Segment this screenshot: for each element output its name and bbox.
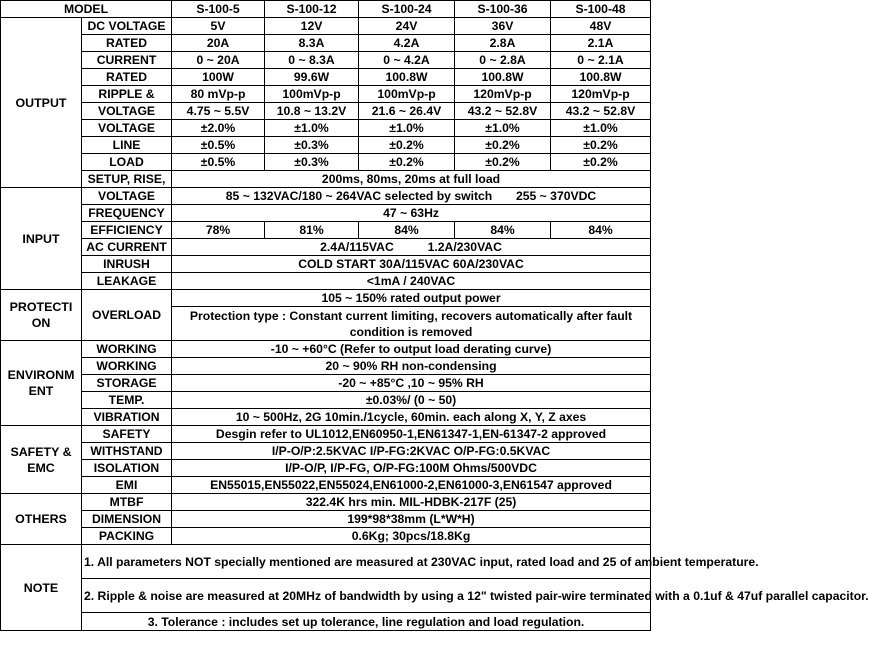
table-row bbox=[1, 426, 651, 443]
group-others: OTHERS bbox=[1, 494, 82, 545]
cell-value: 84% bbox=[359, 222, 455, 239]
table-row bbox=[1, 69, 651, 86]
header-model-name: S-100-5 bbox=[172, 1, 265, 18]
row-label: ISOLATION bbox=[82, 460, 172, 477]
group-protection: PROTECTI ON bbox=[1, 290, 82, 341]
note-item: 1. All parameters NOT specially mentioned are measured at 230VAC input, rated load and 25 of ambient temperature. bbox=[82, 545, 651, 579]
group-environment: ENVIRONM ENT bbox=[1, 341, 82, 426]
row-label: VOLTAGE bbox=[82, 120, 172, 137]
cell-value: 199*98*38mm (L*W*H) bbox=[172, 511, 651, 528]
cell-value: COLD START 30A/115VAC 60A/230VAC bbox=[172, 256, 651, 273]
cell-value: EN55015,EN55022,EN55024,EN61000-2,EN61000-3,EN61547 approved bbox=[172, 477, 651, 494]
cell-value: 24V bbox=[359, 18, 455, 35]
table-row bbox=[1, 494, 651, 511]
table-row bbox=[1, 528, 651, 545]
row-label: TEMP. bbox=[82, 392, 172, 409]
cell-value: ±1.0% bbox=[265, 120, 359, 137]
row-label: SAFETY bbox=[82, 426, 172, 443]
cell-value: ±0.2% bbox=[359, 154, 455, 171]
note-item: 2. Ripple & noise are measured at 20MHz of bandwidth by using a 12" twisted pair-wire terminated with a 0.1uf & 47uf parallel capacitor. bbox=[82, 579, 651, 613]
cell-value: 43.2 ~ 52.8V bbox=[455, 103, 551, 120]
cell-value: I/P-O/P, I/P-FG, O/P-FG:100M Ohms/500VDC bbox=[172, 460, 651, 477]
cell-value: ±0.3% bbox=[265, 154, 359, 171]
row-label: LEAKAGE bbox=[82, 273, 172, 290]
cell-value: ±0.2% bbox=[455, 137, 551, 154]
cell-value: I/P-O/P:2.5KVAC I/P-FG:2KVAC O/P-FG:0.5KVAC bbox=[172, 443, 651, 460]
cell-value: 322.4K hrs min. MIL-HDBK-217F (25) bbox=[172, 494, 651, 511]
cell-value: Protection type : Constant current limiting, recovers automatically after fault condition is removed bbox=[172, 307, 651, 341]
cell-value: 2.8A bbox=[455, 35, 551, 52]
cell-value: ±0.5% bbox=[172, 154, 265, 171]
cell-value: 100.8W bbox=[551, 69, 651, 86]
cell-value: 20A bbox=[172, 35, 265, 52]
table-row bbox=[1, 477, 651, 494]
cell-value: -10 ~ +60°C (Refer to output load derating curve) bbox=[172, 341, 651, 358]
cell-value: ±0.2% bbox=[551, 154, 651, 171]
row-label: LINE bbox=[82, 137, 172, 154]
row-label: CURRENT bbox=[82, 52, 172, 69]
row-label: VIBRATION bbox=[82, 409, 172, 426]
cell-value: 78% bbox=[172, 222, 265, 239]
cell-value: 4.75 ~ 5.5V bbox=[172, 103, 265, 120]
cell-value: 100mVp-p bbox=[265, 86, 359, 103]
header-model-name: S-100-12 bbox=[265, 1, 359, 18]
cell-value: ±0.2% bbox=[455, 154, 551, 171]
group-input: INPUT bbox=[1, 188, 82, 290]
row-label: WORKING bbox=[82, 358, 172, 375]
row-label: EMI bbox=[82, 477, 172, 494]
row-label: RIPPLE & bbox=[82, 86, 172, 103]
row-label: INRUSH bbox=[82, 256, 172, 273]
cell-value: Desgin refer to UL1012,EN60950-1,EN61347-1,EN-61347-2 approved bbox=[172, 426, 651, 443]
cell-value: ±1.0% bbox=[551, 120, 651, 137]
table-row bbox=[1, 154, 651, 171]
group-safety-emc: SAFETY & EMC bbox=[1, 426, 82, 494]
table-row bbox=[1, 443, 651, 460]
row-label: STORAGE bbox=[82, 375, 172, 392]
cell-value: 80 mVp-p bbox=[172, 86, 265, 103]
group-note: NOTE bbox=[1, 545, 82, 631]
cell-value: 2.1A bbox=[551, 35, 651, 52]
row-label: RATED bbox=[82, 35, 172, 52]
cell-value: ±1.0% bbox=[455, 120, 551, 137]
table-row bbox=[1, 86, 651, 103]
table-row bbox=[1, 120, 651, 137]
cell-value: 20 ~ 90% RH non-condensing bbox=[172, 358, 651, 375]
header-model-name: S-100-36 bbox=[455, 1, 551, 18]
cell-value: 0 ~ 4.2A bbox=[359, 52, 455, 69]
table-row bbox=[1, 18, 651, 35]
cell-value: 100W bbox=[172, 69, 265, 86]
cell-value: 43.2 ~ 52.8V bbox=[551, 103, 651, 120]
cell-value: 200ms, 80ms, 20ms at full load bbox=[172, 171, 651, 188]
cell-value: 10.8 ~ 13.2V bbox=[265, 103, 359, 120]
row-label: LOAD bbox=[82, 154, 172, 171]
table-row bbox=[1, 171, 651, 188]
cell-value: 120mVp-p bbox=[551, 86, 651, 103]
group-output: OUTPUT bbox=[1, 18, 82, 188]
table-row bbox=[1, 579, 651, 613]
table-row bbox=[1, 392, 651, 409]
row-label: RATED bbox=[82, 69, 172, 86]
row-label: AC CURRENT bbox=[82, 239, 172, 256]
header-model: MODEL bbox=[1, 1, 172, 18]
cell-value: ±0.2% bbox=[551, 137, 651, 154]
cell-value: 12V bbox=[265, 18, 359, 35]
table-row bbox=[1, 273, 651, 290]
cell-value: 105 ~ 150% rated output power bbox=[172, 290, 651, 307]
note-item: 3. Tolerance : includes set up tolerance, line regulation and load regulation. bbox=[82, 613, 651, 631]
cell-value: 84% bbox=[455, 222, 551, 239]
cell-value: 36V bbox=[455, 18, 551, 35]
table-row bbox=[1, 137, 651, 154]
cell-value: 99.6W bbox=[265, 69, 359, 86]
table-row bbox=[1, 460, 651, 477]
cell-value: ±0.2% bbox=[359, 137, 455, 154]
cell-value: -20 ~ +85°C ,10 ~ 95% RH bbox=[172, 375, 651, 392]
table-row bbox=[1, 545, 651, 579]
cell-value: 21.6 ~ 26.4V bbox=[359, 103, 455, 120]
table-row bbox=[1, 613, 651, 631]
table-row bbox=[1, 511, 651, 528]
table-row bbox=[1, 256, 651, 273]
cell-value: 0 ~ 2.1A bbox=[551, 52, 651, 69]
cell-value: ±1.0% bbox=[359, 120, 455, 137]
row-label: WITHSTAND bbox=[82, 443, 172, 460]
cell-value: 120mVp-p bbox=[455, 86, 551, 103]
cell-value: 0 ~ 8.3A bbox=[265, 52, 359, 69]
cell-value: 2.4A/115VAC 1.2A/230VAC bbox=[172, 239, 651, 256]
cell-value: ±2.0% bbox=[172, 120, 265, 137]
cell-value: 100mVp-p bbox=[359, 86, 455, 103]
table-row bbox=[1, 341, 651, 358]
row-label: EFFICIENCY bbox=[82, 222, 172, 239]
cell-value: 85 ~ 132VAC/180 ~ 264VAC selected by switch 255 ~ 370VDC bbox=[172, 188, 651, 205]
row-label: VOLTAGE bbox=[82, 188, 172, 205]
cell-value: 8.3A bbox=[265, 35, 359, 52]
header-model-name: S-100-48 bbox=[551, 1, 651, 18]
table-row bbox=[1, 375, 651, 392]
row-label: WORKING bbox=[82, 341, 172, 358]
cell-value: 81% bbox=[265, 222, 359, 239]
cell-value: 10 ~ 500Hz, 2G 10min./1cycle, 60min. each along X, Y, Z axes bbox=[172, 409, 651, 426]
cell-value: 100.8W bbox=[455, 69, 551, 86]
table-row bbox=[1, 290, 651, 307]
cell-value: ±0.5% bbox=[172, 137, 265, 154]
table-row bbox=[1, 409, 651, 426]
cell-value: 0 ~ 20A bbox=[172, 52, 265, 69]
cell-value: ±0.3% bbox=[265, 137, 359, 154]
row-label: SETUP, RISE, bbox=[82, 171, 172, 188]
table-row bbox=[1, 103, 651, 120]
row-label: DIMENSION bbox=[82, 511, 172, 528]
table-row bbox=[1, 239, 651, 256]
row-label: PACKING bbox=[82, 528, 172, 545]
cell-value: 0 ~ 2.8A bbox=[455, 52, 551, 69]
table-row bbox=[1, 52, 651, 69]
cell-value: <1mA / 240VAC bbox=[172, 273, 651, 290]
table-row bbox=[1, 222, 651, 239]
row-label: FREQUENCY bbox=[82, 205, 172, 222]
row-label: MTBF bbox=[82, 494, 172, 511]
row-label: OVERLOAD bbox=[82, 290, 172, 341]
cell-value: 47 ~ 63Hz bbox=[172, 205, 651, 222]
table-row bbox=[1, 188, 651, 205]
header-row bbox=[1, 1, 651, 18]
cell-value: ±0.03%/ (0 ~ 50) bbox=[172, 392, 651, 409]
cell-value: 0.6Kg; 30pcs/18.8Kg bbox=[172, 528, 651, 545]
table-row bbox=[1, 358, 651, 375]
table-row bbox=[1, 205, 651, 222]
header-model-name: S-100-24 bbox=[359, 1, 455, 18]
cell-value: 48V bbox=[551, 18, 651, 35]
cell-value: 4.2A bbox=[359, 35, 455, 52]
cell-value: 100.8W bbox=[359, 69, 455, 86]
cell-value: 5V bbox=[172, 18, 265, 35]
cell-value: 84% bbox=[551, 222, 651, 239]
row-label: VOLTAGE bbox=[82, 103, 172, 120]
row-label: DC VOLTAGE bbox=[82, 18, 172, 35]
table-row bbox=[1, 35, 651, 52]
